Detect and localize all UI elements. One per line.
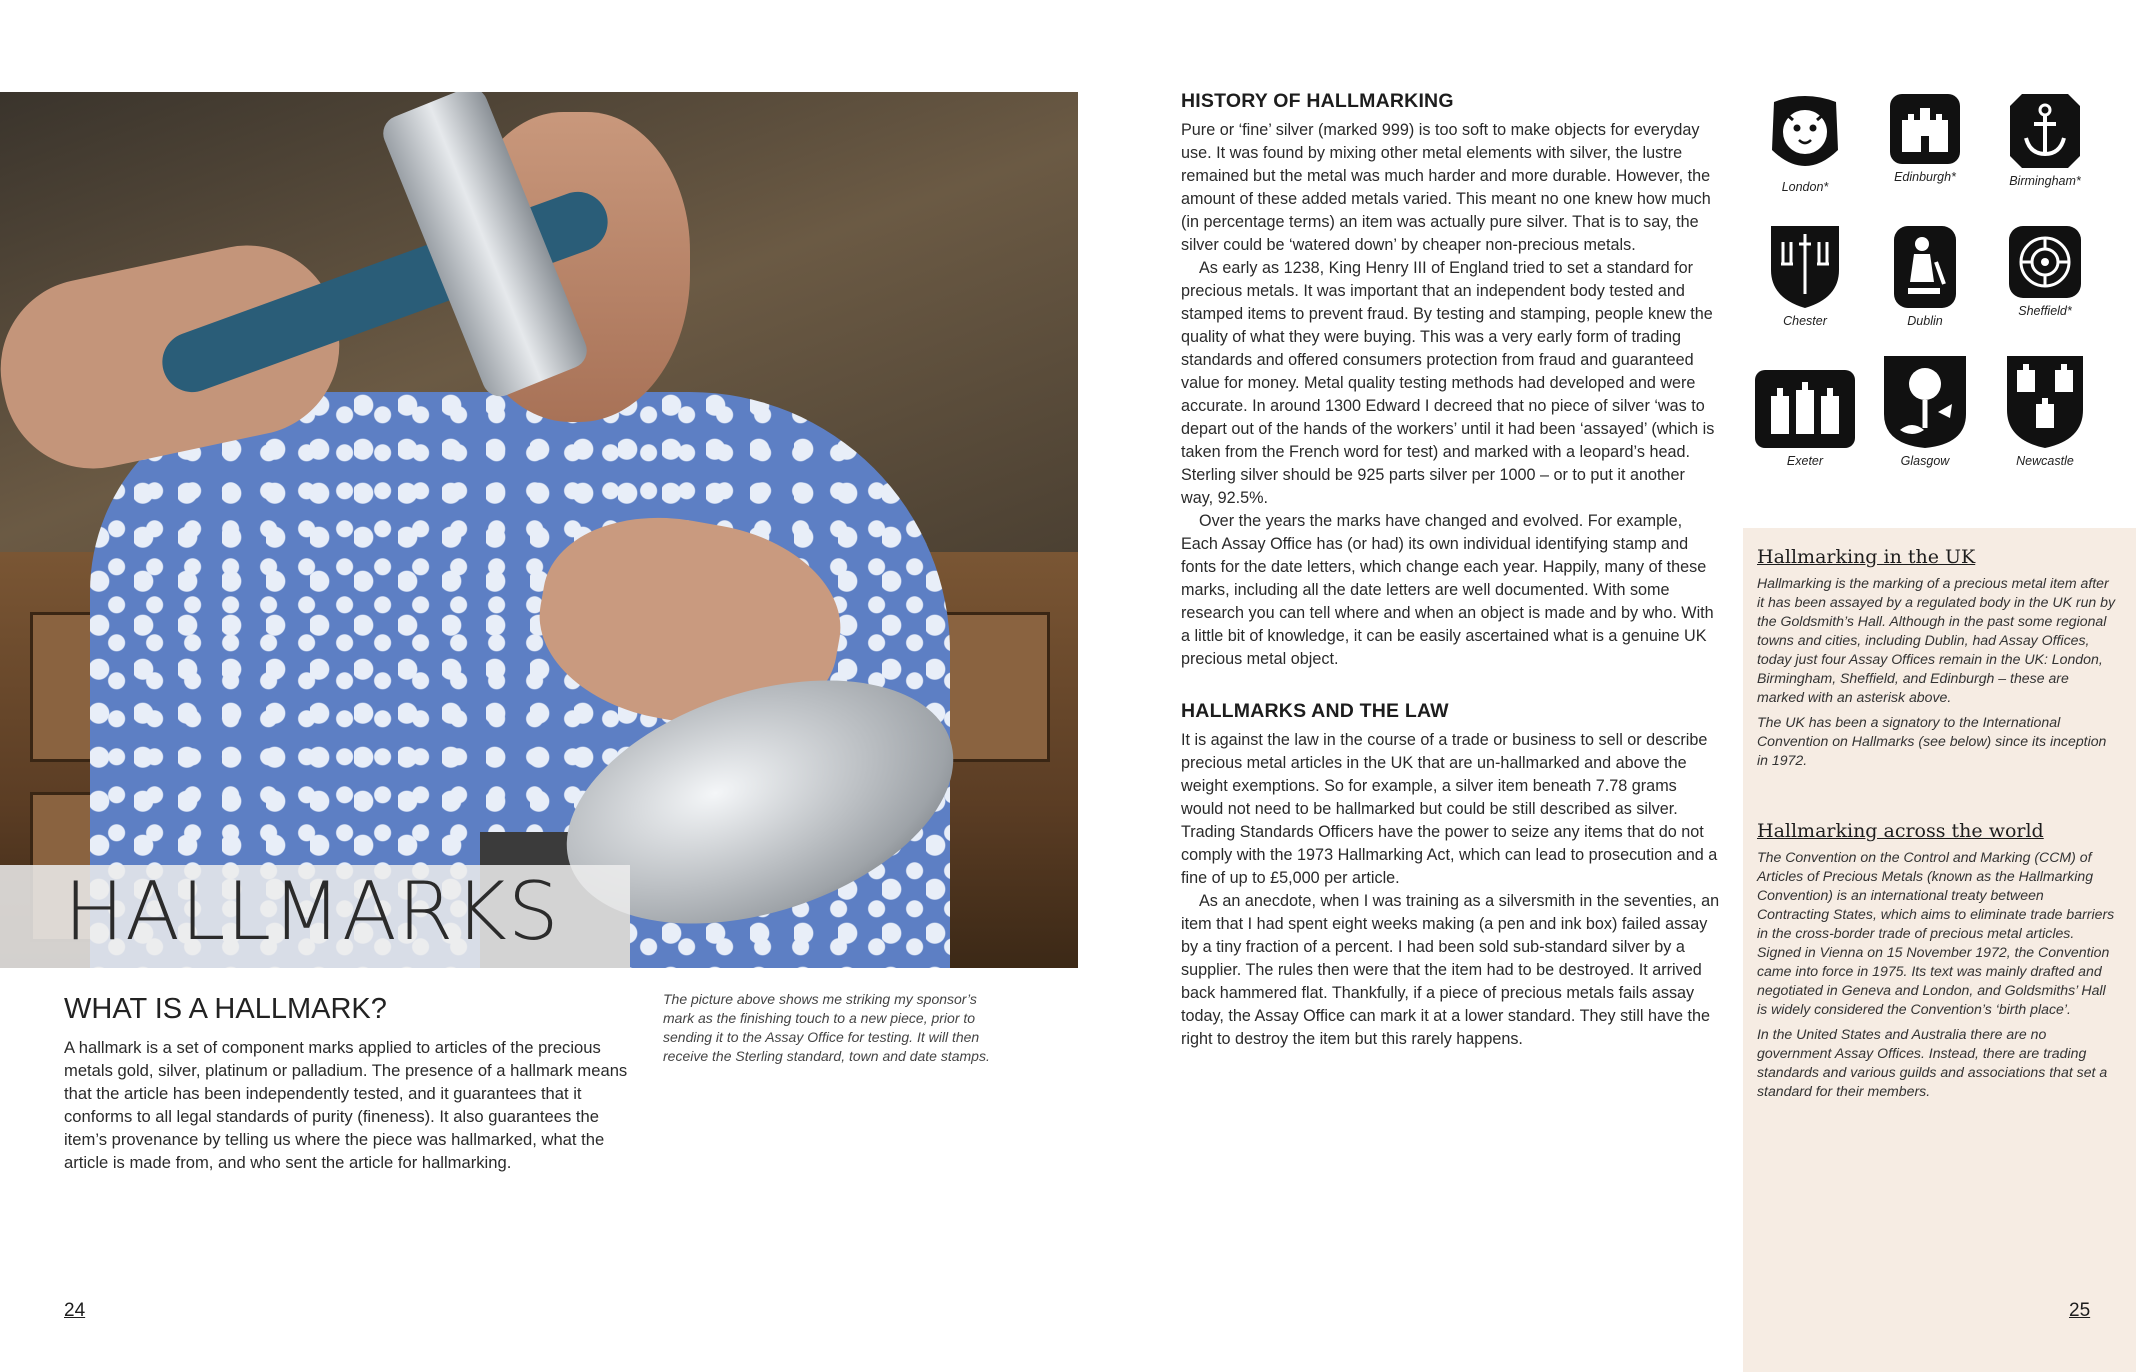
law-paragraph: It is against the law in the course of a trade or business to sell or describe precious metal articles in the UK that are un-hallmarked and above the weight exemptions. So for example, a silver item beneath 7.78 grams would not need to be hallmarked but could be still described as silver. Trading Standards Officers have the power to seize any items that do not comply with the 1973 Hallmarking Act, which can lead to prosecution and a fine of up to £5,000 per article. bbox=[1181, 731, 1718, 887]
mark-label: Newcastle bbox=[2016, 454, 2074, 468]
mark-label: London* bbox=[1781, 180, 1829, 194]
history-heading: HISTORY OF HALLMARKING bbox=[1181, 90, 1454, 112]
hallmarking-world-text: In the United States and Australia there are no government Assay Offices. Instead, there are trading standards and various guilds and associations that set a standard for their members. bbox=[1757, 1026, 2108, 1099]
mark-exeter bbox=[1745, 368, 1865, 468]
tree-bird-fish-icon bbox=[1882, 354, 1968, 450]
hallmarking-uk-box bbox=[1757, 546, 2117, 770]
rose-icon bbox=[2007, 224, 2083, 300]
photo-caption: The picture above shows me striking my sponsor’s mark as the finishing touch to a new piece, prior to sending it to the Assay Office for testing. It will then receive the Sterling standard, town and date stamps. bbox=[663, 991, 990, 1064]
mark-label: Birmingham* bbox=[2009, 174, 2081, 188]
page-title: HALLMARKS bbox=[64, 865, 560, 958]
law-paragraph: As an anecdote, when I was training as a silversmith in the seventies, an item that I had spent eight weeks making (a pen and ink box) failed assay by a tiny fraction of a percent. I had been sold sub-standard silver by a supplier. The rules then were that the item had to be destroyed. It arrived back hammered flat. Thankfully, if a piece of precious metals fails assay today, the Assay Office can mark it at a lower standard. They still have the right to destroy the item but this rarely happens. bbox=[1181, 892, 1720, 1048]
mark-glasgow bbox=[1865, 354, 1985, 468]
page-number-left: 24 bbox=[64, 1300, 86, 1321]
three-castles-shield-icon bbox=[2005, 354, 2085, 450]
mark-chester bbox=[1745, 224, 1865, 328]
mark-label: Dublin bbox=[1907, 314, 1943, 328]
sword-wheatsheaf-shield-icon bbox=[1769, 224, 1841, 310]
hallmarking-uk-text: The UK has been a signatory to the International Convention on Hallmarks (see below) since its inception in 1972. bbox=[1757, 714, 2107, 768]
mark-dublin bbox=[1865, 224, 1985, 328]
law-heading: HALLMARKS AND THE LAW bbox=[1181, 700, 1449, 722]
page-number-right: 25 bbox=[2069, 1300, 2091, 1321]
hallmarking-uk-text: Hallmarking is the marking of a precious metal item after it has been assayed by a regulated body in the UK run by the Goldsmith’s Hall. Although in the past some regional towns and cities, including Dublin, had Assay Offices, today just four Assay Offices remain in the UK: London, Birmingham, Sheffield, and Edinburgh – these are marked with an asterisk above. bbox=[1757, 575, 2116, 705]
mark-label: Exeter bbox=[1786, 454, 1824, 468]
mark-label: Edinburgh* bbox=[1894, 170, 1956, 184]
mark-newcastle bbox=[1985, 354, 2105, 468]
mark-edinburgh bbox=[1865, 92, 1985, 184]
mark-sheffield bbox=[1985, 224, 2105, 318]
hibernia-icon bbox=[1892, 224, 1958, 310]
history-paragraph: As early as 1238, King Henry III of England tried to set a standard for precious metals. It was important that an independent body tested and stamped items to prevent fraud. By testing and stamping, people knew the quality of what they were buying. This was a very early form of trading standards and offered consumers protection from fraud and guaranteed value for money. Metal quality testing methods had developed and were accurate. In around 1300 Edward I decreed that no piece of silver ‘was to depart out of the hands of the workers’ until it had been ‘assayed’ (which is taken from the French word for test) and marked with a leopard’s head. Sterling silver should be 925 parts silver per 1000 – or to put it another way, 92.5%. bbox=[1181, 259, 1715, 507]
silversmith-photo bbox=[0, 92, 1078, 968]
mark-label: Sheffield* bbox=[2018, 304, 2072, 318]
history-section bbox=[1181, 90, 1721, 671]
triple-castle-icon bbox=[1753, 368, 1857, 450]
mark-london bbox=[1745, 92, 1865, 194]
what-is-hallmark-text: A hallmark is a set of component marks applied to articles of the precious metals gold, silver, platinum or palladium. The presence of a hallmark means that the article has been independently tested, and it guarantees that it conforms to all legal standards of purity (fineness). It also guarantees the item’s provenance by telling us where the piece was hallmarked, what the article is made from, and who sent the article for hallmarking. bbox=[64, 1038, 628, 1172]
mark-label: Glasgow bbox=[1900, 454, 1950, 468]
castle-icon bbox=[1888, 92, 1962, 166]
history-paragraph: Over the years the marks have changed and evolved. For example, Each Assay Office has (or had) its own individual identifying stamp and fonts for the date letters, which change each year. Happily, many of these marks, including all the date letters are well documented. With some research you can tell where and when an object is made and by who. With a little bit of knowledge, it can be easily ascertained what is a genuine UK precious metal object. bbox=[1181, 512, 1714, 668]
mark-label: Chester bbox=[1783, 314, 1827, 328]
hallmarking-uk-heading: Hallmarking in the UK bbox=[1757, 546, 1976, 568]
anchor-icon bbox=[2008, 92, 2082, 170]
mark-birmingham bbox=[1985, 92, 2105, 188]
what-is-hallmark-heading: WHAT IS A HALLMARK? bbox=[64, 993, 387, 1025]
assay-marks-grid bbox=[1745, 92, 2105, 482]
history-paragraph: Pure or ‘fine’ silver (marked 999) is too soft to make objects for everyday use. It was found by mixing other metal elements with silver, the lustre remained but the metal was much harder and more durable. However, the amount of these added metals varied. This meant no one knew how much (in percentage terms) an item was actually pure silver. That is to say, the silver could be ‘watered down’ by cheaper non-precious metals. bbox=[1181, 121, 1711, 254]
law-section bbox=[1181, 700, 1721, 1051]
hallmarking-world-heading: Hallmarking across the world bbox=[1757, 820, 2044, 842]
leopard-head-icon bbox=[1766, 92, 1844, 176]
hallmarking-world-text: The Convention on the Control and Marking (CCM) of Articles of Precious Metals (known as the Hallmarking Convention) is an international treaty between Contracting States, which aims to eliminate trade barriers in the cross-border trade of precious metal articles. Signed in Vienna on 15 November 1972, the Convention came into force in 1975. Its text was mainly drafted and negotiated in Geneva and London, and Goldsmiths’ Hall is widely considered the Convention’s ‘birth place’. bbox=[1757, 849, 2115, 1017]
hallmarking-world-box bbox=[1757, 820, 2117, 1101]
info-sidebar bbox=[1743, 528, 2136, 1372]
